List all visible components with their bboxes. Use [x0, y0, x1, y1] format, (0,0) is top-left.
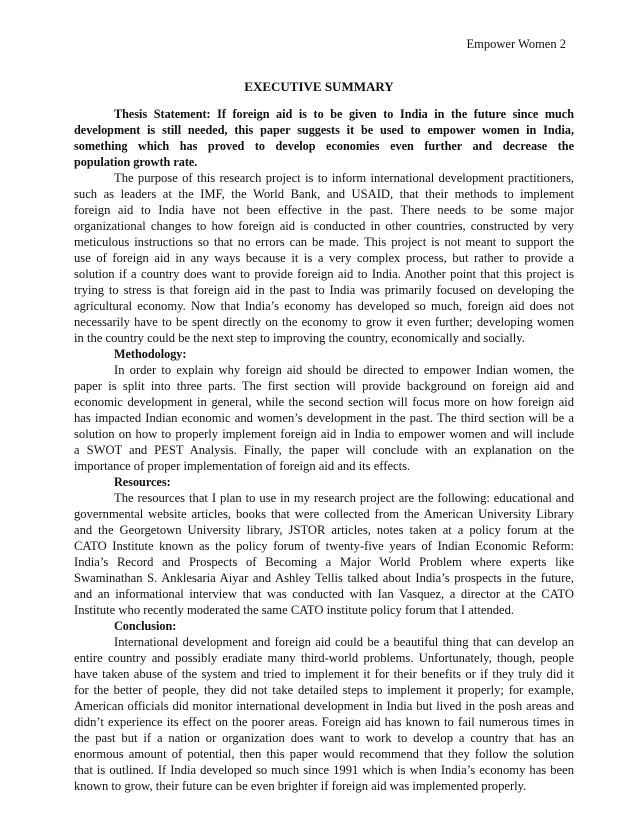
text-line: organizational changes to how foreign aid is conducted in other countries, constructed by very — [74, 219, 574, 233]
text-line: such as leaders at the IMF, the World Bank, and USAID, that their methods to implement — [74, 187, 574, 201]
text-line: a SWOT and PEST Analysis. Finally, the paper will conclude with an explanation on the — [74, 443, 574, 457]
text-line: Methodology: — [114, 347, 187, 361]
text-line: Swaminathan S. Anklesaria Aiyar and Ashley Tellis talked about India’s prospects in the future, — [74, 571, 574, 585]
text-line: paper is split into three parts. The first section will provide background on foreign aid and — [74, 379, 574, 393]
text-line: and the Georgetown University library, JSTOR articles, notes taken at a policy forum at the — [74, 523, 574, 537]
text-line: Resources: — [114, 475, 171, 489]
text-line: use of foreign aid in any ways because it is a very complex process, but rather to provide a — [74, 251, 574, 265]
text-line: The purpose of this research project is to inform international development practitioners, — [114, 171, 574, 185]
text-line: importance of proper implementation of foreign aid and its effects. — [74, 459, 411, 473]
text-line: foreign aid to India have not been effective in the past. There needs to be some major — [74, 203, 574, 217]
text-line: Conclusion: — [114, 619, 177, 633]
text-line: agricultural economy. Now that India’s economy has developed so much, foreign aid does not — [74, 299, 574, 313]
text-line: solution if a country does want to provide foreign aid to India. Another point that this project is — [74, 267, 574, 281]
text-line: in the country could be the next step to improving the country, economically and socially. — [74, 331, 525, 345]
text-line: didn’t experience its effect on the poorer areas. Foreign aid has known to fail numerous times in — [74, 715, 574, 729]
text-line: The resources that I plan to use in my research project are the following: educational and — [114, 491, 574, 505]
text-line: known to grow, their future can be even brighter if foreign aid was implemented properly. — [74, 779, 527, 793]
text-line: In order to explain why foreign aid should be directed to empower Indian women, the — [114, 363, 574, 377]
text-line: CATO Institute known as the policy forum of twenty-five years of Indian Economic Reform: — [74, 539, 574, 553]
text-line: that is outlined. If India developed so much since 1991 which is when India’s economy has been — [74, 763, 574, 777]
text-line: something which has proved to develop economies even further and decrease the — [74, 139, 574, 153]
text-line: entire country and possibly eradiate many third-world problems. Unfortunately, though, people — [74, 651, 574, 665]
text-line: India’s Record and Prospects of Becoming a Major World Problem where experts like — [74, 555, 574, 569]
text-line: trying to stress is that foreign aid in the past to India was primarily focused on developing the — [74, 283, 574, 297]
text-line: development is still needed, this paper suggests it be used to empower women in India, — [74, 123, 574, 137]
text-line: have taken abuse of the system and tried to implement it for their benefits or if they truly did it — [74, 667, 574, 681]
text-line: necessarily have to be spent directly on the economy to grow it even further; developing women — [74, 315, 574, 329]
text-line: has impacted Indian economic and women’s development in the past. The third section will be a — [74, 411, 574, 425]
text-line: governmental website articles, books that were collected from the American University Library — [74, 507, 574, 521]
text-line: Institute who recently moderated the same CATO institute policy forum that I attended. — [74, 603, 515, 617]
running-head: Empower Women 2 — [466, 37, 566, 51]
text-line: economic development in general, while the second section will focus more on how foreign aid — [74, 395, 574, 409]
text-line: meticulous instructions so that no errors can be made. This project is not meant to support the — [74, 235, 574, 249]
text-line: population growth rate. — [74, 155, 198, 169]
body-text — [74, 106, 574, 794]
text-line: American officials did monitor international development in India but lived in the posh areas and — [74, 699, 574, 713]
page-title: EXECUTIVE SUMMARY — [244, 79, 394, 94]
text-line: the past but if a nation or organization does want to work to develop a country that has an — [74, 731, 574, 745]
text-line: and an informational interview that was conducted with Ian Vasquez, a director at the CATO — [74, 587, 574, 601]
text-line: enormous amount of potential, then this paper would recommend that they follow the solution — [74, 747, 574, 761]
text-line: solution on how to properly implement foreign aid in India to empower women and will include — [74, 427, 574, 441]
text-line: International development and foreign aid could be a beautiful thing that can develop an — [114, 635, 574, 649]
text-line: Thesis Statement: If foreign aid is to be given to India in the future since much — [114, 107, 574, 121]
text-line: for the better of people, they did not take detailed steps to implement it properly; for example, — [74, 683, 574, 697]
